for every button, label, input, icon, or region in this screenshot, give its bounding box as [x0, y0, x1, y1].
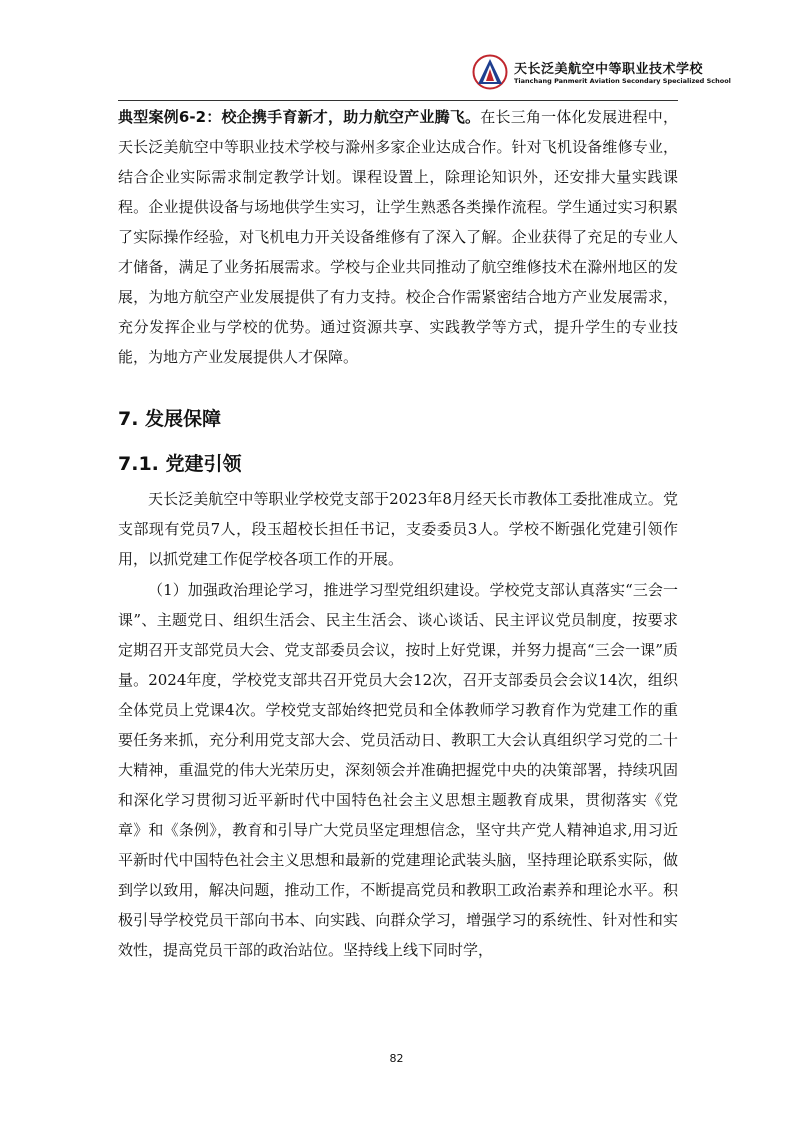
case-study-paragraph: [118, 102, 678, 372]
page-number: 82: [389, 1052, 404, 1065]
body-paragraph-1: 天长泛美航空中等职业学校党支部于2023年8月经天长市教体工委批准成立。党支部现有党员7人，段玉超校长担任书记，支委委员3人。学校不断强化党建引领作用，以抓党建工作促学校各项工作的开展。: [118, 490, 678, 568]
header-divider: [118, 100, 678, 101]
school-name-en: Tianchang Panmerit Aviation Secondary Specialized School: [514, 77, 731, 85]
body-paragraph-2: （1）加强政治理论学习，推进学习型党组织建设。学校党支部认真落实“三会一课”、主题党日、组织生活会、民主生活会、谈心谈话、民主评议党员制度，按要求定期召开支部党员大会、党支部委员会议，按时上好党课，并努力提高“三会一课”质量。2024年度，学校党支部共召开党员大会12次，召开支部委员会会议14次，组织全体党员上党课4次。学校党支部始终把党员和全体教师学习教育作为党建工作的重要任务来抓，充分利用党支部大会、党员活动日、教职工大会认真组织学习党的二十大精神，重温党的伟大光荣历史，深刻领会并准确把握党中央的决策部署，持续巩固和深化学习贯彻习近平新时代中国特色社会主义思想主题教育成果，贯彻落实《党章》和《条例》，教育和引导广大党员坚定理想信念，坚守共产党人精神追求,用习近平新时代中国特色社会主义思想和最新的党建理论武装头脑，坚持理论联系实际，做到学以致用，解决问题，推动工作，不断提高党员和教职工政治素养和理论水平。积极引导学校党员干部向书本、向实践、向群众学习，增强学习的系统性、针对性和实效性，提高党员干部的政治站位。坚持线上线下同时学，: [118, 581, 678, 959]
page-header: [118, 46, 731, 102]
school-logo-icon: [472, 54, 508, 90]
subsection-heading: 7.1. 党建引领: [118, 453, 242, 475]
section-heading: 7. 发展保障: [118, 408, 222, 430]
case-study-text: 在长三角一体化发展进程中，天长泛美航空中等职业技术学校与滁州多家企业达成合作。针对飞机设备维修专业，结合企业实际需求制定教学计划。课程设置上，除理论知识外，还安排大量实践课程。企业提供设备与场地供学生实习，让学生熟悉各类操作流程。学生通过实习积累了实际操作经验，对飞机电力开关设备维修有了深入了解。企业获得了充足的专业人才储备，满足了业务拓展需求。学校与企业共同推动了航空维修技术在滁州地区的发展，为地方航空产业发展提供了有力支持。校企合作需紧密结合地方产业发展需求，充分发挥企业与学校的优势。通过资源共享、实践教学等方式，提升学生的专业技能，为地方产业发展提供人才保障。: [118, 108, 678, 366]
case-study-title: 典型案例6-2：校企携手育新才，助力航空产业腾飞。: [118, 108, 481, 126]
school-name-cn: 天长泛美航空中等职业技术学校: [514, 62, 704, 77]
